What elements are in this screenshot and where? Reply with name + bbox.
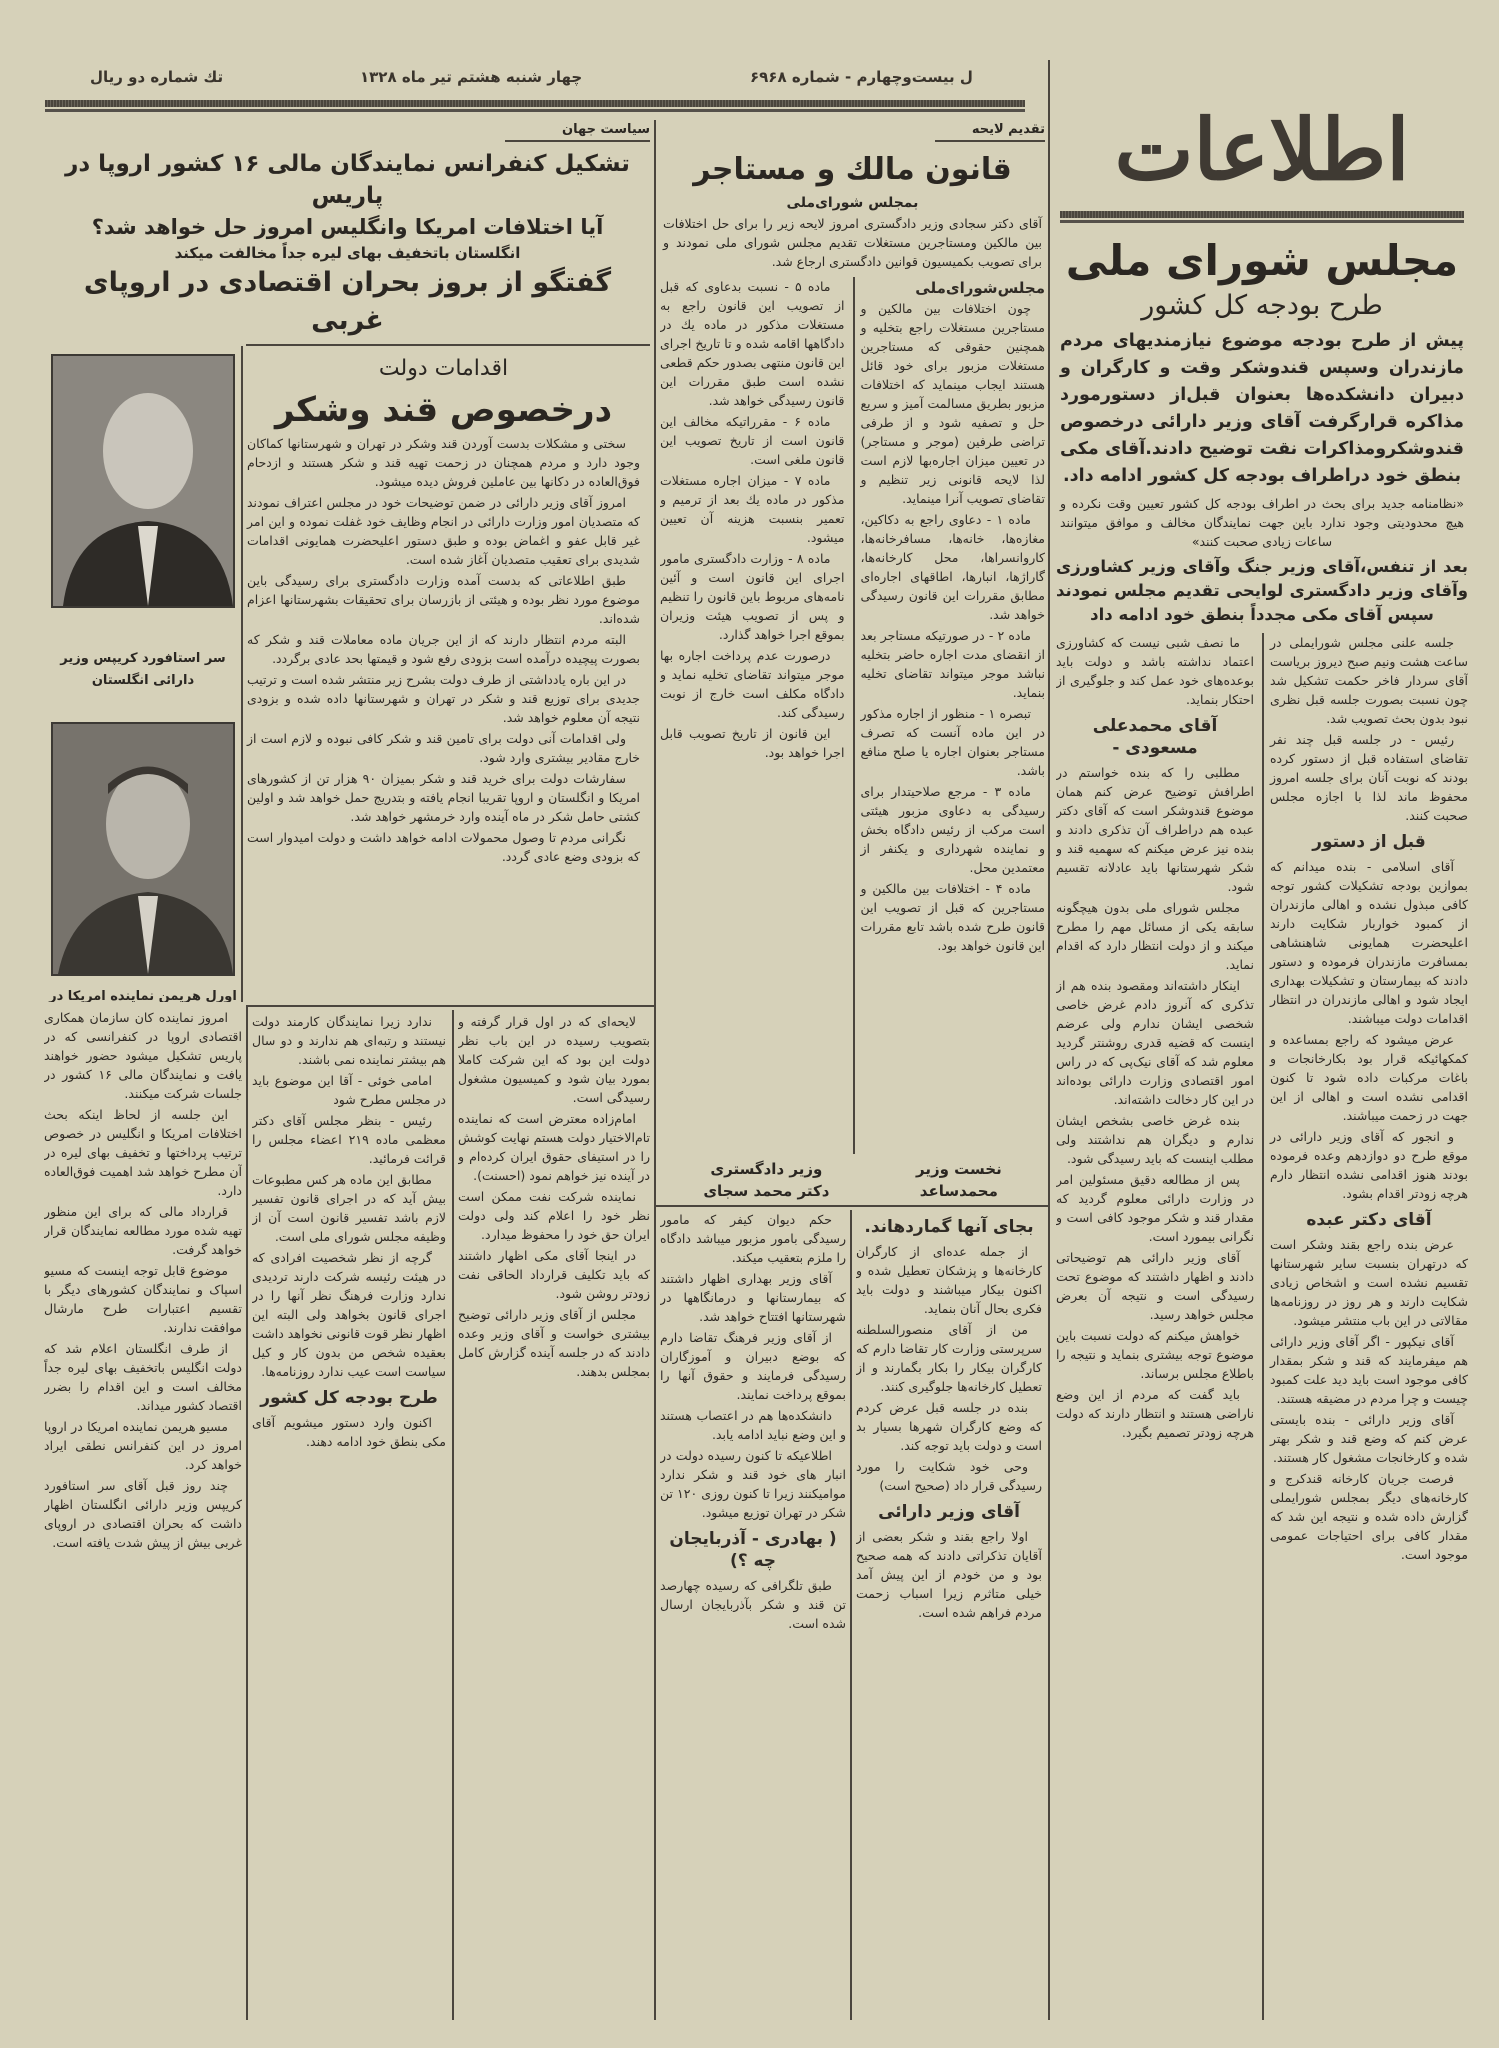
world-headline-3: انگلستان باتخفیف بهای لیره جداً مخالفت میکند [174, 244, 521, 262]
section-subheading: ( بهادری - آذربایجان چه ؟) [669, 1529, 837, 1571]
paragraph: دانشکده‌ها هم در اعتصاب هستند و این وضع نباید ادامه یابد. [660, 1408, 846, 1442]
paragraph: چون اختلافات بین مالکین و مستاجرین مستغلات راجع بتخلیه و همچنین حقوقی که مستاجرین مستغلات مزبور برای خود قائل هستند ایجاب مینماید که اختلافات مزبور بطریق مسالمت آمیز و سریع حل و تصفیه شود و از طرفی تراضی طرفین (موجر و مستاجر) در تعیین میزان اجاره‌بها لازم است لذا لایحه قانونی زیر تنظیم و تقاضای تصویب آنرا مینماید. [860, 301, 1045, 506]
paragraph: مطلبی را که بنده خواستم در اطرافش توضیح عرض کنم همان موضوع قندوشکر است که آقای دکتر عبده هم دراطراف آن تذکری دادند و بنده نیز عرض میکنم که سهمیه قند و شکر شهرستانها باید عادلانه تقسیم شود. [1056, 765, 1254, 894]
paragraph: امروز آقای وزیر دارائی در ضمن توضیحات خود در مجلس اعتراف نمودند که متصدیان امور وزارت دارائی در انجام وظایف خود غفلت نموده و این امر غیر قابل عفو و اغماض بوده و طبق دستور اعلیحضرت همایونی اقدامات شدیدی برای تعقیب متصدیان آغاز شده است. [247, 495, 640, 567]
world-headline-4: گفتگو از بروز بحران اقتصادی در اروپای غربی [83, 267, 612, 336]
paragraph: آقای وزیر بهداری اظهار داشتند که بیمارستانها و درمانگاهها در شهرستانها افتتاح خواهد شد. [660, 1271, 846, 1324]
paragraph: نگرانی مردم تا وصول محمولات ادامه خواهد داشت و دولت امیدوار است که بزودی وضع عادی گردد. [247, 830, 640, 864]
paragraph: خواهش میکنم که دولت نسبت باین موضوع توجه بیشتری بنماید و نتیجه را باطلاع مجلس برساند. [1056, 1328, 1254, 1381]
paragraph: آقای وزیر دارائی - بنده بایستی عرض کنم که وضع قند و شکر بهتر شده و کارخانجات مشغول کار هستند. [1270, 1412, 1468, 1465]
issue-price: تك شماره دو ریال [90, 68, 224, 86]
bill-section [660, 122, 1045, 1202]
photo-harriman [51, 722, 235, 976]
paragraph: باید گفت که مردم از این وضع ناراضی هستند و انتظار دارند که دولت هرچه زودتر تصمیم بگیرد. [1056, 1387, 1254, 1440]
paragraph: بنده غرض خاصی بشخص ایشان ندارم و دیگران هم نداشتند ولی مطلب اینست که باید رسیدگی شود. [1056, 1113, 1254, 1166]
paragraph: آقای وزیر دارائی هم توضیحاتی دادند و اظهار داشتند که موضوع تحت رسیدگی است و نتیجه آن بعرض مجلس خواهد رسید. [1056, 1250, 1254, 1322]
paragraph: امامی خوئی - آقا این موضوع باید در مجلس مطرح شود [252, 1073, 446, 1107]
paragraph: از جمله عده‌ای از کارگران کارخانه‌ها و پزشکان تعطیل شده و اکنون بیکار میباشند و دولت باید فکری بحال آنان بنماید. [856, 1244, 1042, 1316]
paragraph: البته مردم انتظار دارند که از این جریان ماده معاملات قند و شکر که بصورت پیچیده درآمده است بزودی رفع شود و قیمتها بحد عادی برگردد. [247, 632, 640, 666]
portrait-image [53, 356, 233, 606]
paragraph: ماده ۸ - وزارت دادگستری مامور اجرای این قانون است و آئین نامه‌های مربوط باین قانون را تنظیم و پس از تصویب هیئت وزیران بموقع اجرا خواهد گذارد. [660, 551, 845, 642]
paragraph: امام‌زاده معترض است که نماینده تام‌الاختیار دولت هستم نهایت کوشش را در استیفای حقوق ایران کرده‌ام و در آینده نیز خواهم نمود (احسنت). [458, 1111, 650, 1183]
paragraph: آقای نیکپور - اگر آقای وزیر دارائی هم میفرمایند که قند و شکر بمقدار کافی موجود است باید دید علت کمبود چیست و چرا مردم در مضیقه هستند. [1270, 1334, 1468, 1406]
divider [246, 1005, 654, 1007]
photo-harriman-caption: اورل هریمن نماینده امریکا در [49, 989, 237, 1002]
parliament-column-d [660, 1210, 846, 2020]
paragraph: ندارد زیرا نمایندگان کارمند دولت نیستند و رتبه‌ای هم ندارند و دو سال هم بیشتر نماینده نمی باشند. [252, 1014, 446, 1067]
paragraph: سفارشات دولت برای خرید قند و شکر بمیزان ۹۰ هزار تن از کشورهای امریکا و انگلستان و اروپا تقریبا انجام یافته و بتدریج حمل خواهد شد و اولین کشتی حامل شکر در ماه آینده وارد خرمشهر خواهد شد. [247, 771, 640, 824]
section-subheading: آقای دکتر عبده [1306, 1210, 1432, 1230]
paragraph: ماده ۵ - نسبت بدعاوی که قبل از تصویب این قانون راجع به مستغلات مذکور در ماده یك در دادگاهها اقامه شده و تا تاریخ اجرای این قانون منتهی بصدور حکم قطعی نشده است طبق مقررات این قانون رسیدگی خواهد شد. [660, 279, 845, 408]
paragraph: سختی و مشکلات بدست آوردن قند وشکر در تهران و شهرستانها کماکان وجود دارد و مردم همچنان در زحمت تهیه قند و شکر هستند و ازدحام فوق‌العاده در دکانها بین عاملین فروش دیده میشود. [247, 436, 640, 489]
paragraph: ماده ۳ - مرجع صلاحیتدار برای رسیدگی به دعاوی مزبور هیئتی است مرکب از رئیس دادگاه بخش و نماینده شهرداری و یکنفر از معتمدین محل. [860, 784, 1045, 875]
paragraph: اینکار داشته‌اند ومقصود بنده هم از تذکری که آنروز دادم غرض خاصی شخصی ایشان ندارم ولی عرضم اینست که قضیه قدری روشنتر گردید معلوم شد که آقای نیک‌پی که در راس امور اقتصادی وزارت دارائی بوده‌اند در این کار دخالت داشته‌اند. [1056, 978, 1254, 1107]
issue-number: ل بیست‌وچهارم - شماره ۶۹۶۸ [750, 68, 973, 86]
paragraph: قرارداد مالی که برای این منظور تهیه شده مورد مطالعه نمایندگان قرار خواهد گرفت. [44, 1204, 242, 1257]
section-subheading: بجای آنها گماردهاند. [864, 1217, 1034, 1237]
budget-lead-2: بعد از تنفس،آقای وزیر جنگ وآقای وزیر کشاورزی وآقای وزیر دادگستری لوایحی تقدیم مجلس نمودند سپس آقای مکی مجدداً بنطق خود ادامه داد [1056, 557, 1468, 624]
bill-columns [660, 277, 1045, 1154]
divider [246, 1005, 248, 2020]
paragraph: درصورت عدم پرداخت اجاره بها موجر میتواند تقاضای تخلیه نماید و دادگاه مکلف است خارج از نوبت رسیدگی کند. [660, 648, 845, 720]
paragraph: گرچه از نظر شخصیت افرادی که در هیئت رئیسه شرکت دارند تردیدی ندارد وزارت فرهنگ نظر آنها را در اجرای قانون بخواهد ولی البته این اظهار نظر قوت قانونی نخواهد داشت بعقیده شخص من بدون کار و کیل سیاست است عیب ندارد روزنامه‌ها. [252, 1250, 446, 1379]
paragraph: وحی خود شکایت را مورد رسیدگی قرار داد (صحیح است) [856, 1459, 1042, 1493]
world-column-c [458, 1012, 650, 2020]
government-kicker: اقدامات دولت [378, 356, 509, 381]
signature-justice-minister: وزیر دادگستری دکتر محمد سجای [703, 1160, 830, 1200]
paragraph: فرصت جریان کارخانه قندکرج و کارخانه‌های دیگر بمجلس شورایملی گزارش داده شده و نتیجه این شد که مقدار کافی برای احتیاجات عمومی موجود است. [1270, 1471, 1468, 1562]
header-rule [45, 100, 1025, 109]
paragraph: مجلس شورای ملی بدون هیچگونه سابقه یکی از مسائل مهم را مطرح میکند و از دولت انتظار دارد که اقدام نماید. [1056, 900, 1254, 972]
bill-column-a [853, 277, 1046, 1154]
paragraph: و انجور که آقای وزیر دارائی در موقع طرح دو دوازدهم وعده فرموده بودند هنوز اقدامی نشده انتظار دارم هرچه زودتر اقدام بشود. [1270, 1129, 1468, 1201]
paragraph: ماده ۱ - دعاوی راجع به دکاکین، مغازه‌ها، خانه‌ها، مسافرخانه‌ها، کاروانسراها، محل کارخانه‌ها، گاراژها، انبارها، اطاقهای اجاره‌ای مطابق مقررات این قانون رسیدگی خواهد شد. [860, 512, 1045, 622]
parliament-headline: مجلس شورای ملی [1065, 236, 1459, 285]
paragraph: حکم دیوان کیفر که مامور رسیدگی بامور مزبور میباشد دادگاه را ملزم بتعقیب میکند. [660, 1212, 846, 1265]
divider [850, 1210, 852, 2020]
bill-headline: قانون مالك و مستاجر [693, 152, 1012, 187]
paragraph: ولی اقدامات آنی دولت برای تامین قند و شکر کافی نبوده و لازم است از خارج مقادیر بیشتری وارد شود. [247, 731, 640, 765]
world-headline-1: تشکیل کنفرانس نمایندگان مالی ۱۶ کشور اروپا در پاریس [65, 151, 630, 209]
parliament-column-a [1262, 633, 1468, 2020]
budget-note: «نظامنامه جدید برای بحث در اطراف بودجه کل کشور تعیین وقت نکرده و هیچ محدودیتی وجود ندارد باین جهت نمایندگان مخالف و موافق میتوانند ساعات زیادی صحبت کنند» [1060, 496, 1464, 549]
paragraph: امروز نماینده کان سازمان همکاری اقتصادی اروپا در کنفرانسی که در پاریس تشکیل میشود حضور خواهند یافت و نمایندگان مالی ۱۶ کشور در جلسات شرکت میکنند. [44, 1010, 242, 1101]
world-headline-2: آیا اختلافات امریکا وانگلیس امروز حل خواهد شد؟ [91, 215, 604, 239]
paragraph: طبق تلگرافی که رسیده چهارصد تن قند و شکر بآذربایجان ارسال شده است. [660, 1578, 846, 1631]
parliament-column-b [1056, 633, 1254, 2020]
bill-signatures [660, 1158, 1045, 1202]
world-main-row [45, 346, 650, 1002]
divider [452, 1010, 454, 2020]
issue-date: چهار شنبه هشتم تیر ماه ۱۳۲۸ [360, 68, 583, 86]
bill-intro: آقای دکتر سجادی وزیر دادگستری امروز لایحه زیر را برای حل اختلافات بین مالکین ومستاجرین مستغلات تقدیم مجلس شورای ملی نمودند و برای تصویب بکمیسیون قوانین دادگستری ارجاع شد. [663, 216, 1042, 269]
paragraph: اکنون وارد دستور میشویم آقای مکی بنطق خود ادامه دهند. [252, 1415, 446, 1449]
right-section [1056, 95, 1468, 2020]
world-politics-kicker: سیاست جهان [505, 122, 650, 142]
paragraph: ماده ۲ - در صورتیکه مستاجر بعد از انقضای مدت اجاره حاضر بتخلیه نباشد موجر میتواند تقاضای تخلیه بنماید. [860, 628, 1045, 700]
divider [1048, 60, 1050, 2020]
government-article [243, 346, 650, 1002]
parliament-columns [1056, 633, 1468, 2020]
paragraph: بنده در جلسه قبل عرض کردم که وضع کارگران شهرها بسیار بد است و دولت باید توجه کند. [856, 1400, 1042, 1453]
portrait-image [53, 724, 233, 974]
paragraph: در اینجا آقای مکی اظهار داشتند که باید تکلیف قرارداد الحاقی نفت زودتر روشن شود. [458, 1248, 650, 1301]
world-column-b [252, 1012, 446, 2020]
paragraph: اولا راجع بقند و شکر بعضی از آقایان تذکراتی دادند که همه صحیح بود و من خودم از این پیش آمد خیلی متاثرم زیرا اسباب زحمت مردم فراهم شده است. [856, 1529, 1042, 1620]
paragraph: آقای اسلامی - بنده میدانم که بموازین بودجه تشکیلات کشور توجه کافی مبذول نشده و اهالی مازندران از کمبود خواربار شکایت دارند اعلیحضرت همایونی شاهنشاهی بمسافرت مازندران فرموده و دستور دادند که بیمارستان و تشکیلات بهداری ایجاد شود و اهالی مازندران در انتظار اقدامات دولت میباشند. [1270, 859, 1468, 1026]
divider [654, 1205, 1048, 1207]
paragraph: ما نصف شبی نیست که کشاورزی اعتماد نداشته باشد و دولت باید بوعده‌های خود عمل کند و جلوگیری از احتکار بنماید. [1056, 635, 1254, 707]
paragraph: چند روز قبل آقای سر استافورد کریپس وزیر دارائی انگلستان اظهار داشت که بحران اقتصادی در اروپای غربی بیش از پیش شدت یافته است. [44, 1478, 242, 1550]
photo-cripps [51, 354, 235, 608]
section-subheading: طرح بودجه کل کشور [260, 1388, 438, 1408]
section-subheading: آقای وزیر دارائی [878, 1502, 1020, 1522]
signature-pm: نخست وزیر محمدساعد [915, 1160, 1002, 1200]
divider [654, 120, 656, 2020]
paragraph: از آقای وزیر فرهنگ تقاضا دارم که بوضع دبیران و آموزگاران رسیدگی فرمایند و حقوق آنها را بموقع پرداخت نمایند. [660, 1330, 846, 1402]
world-section [45, 122, 650, 1002]
paragraph: ماده ۶ - مقرراتیکه مخالف این قانون است از تاریخ تصویب این قانون ملغی است. [660, 414, 845, 467]
paragraph: این قانون از تاریخ تصویب قابل اجرا خواهد بود. [660, 726, 845, 760]
paragraph: رئیس - در جلسه قبل چند نفر تقاضای استفاده قبل از دستور کرده بودند که نوبت آنان برای جلسه امروز محفوظ ماند لذا با اجازه مجلس صحبت کنند. [1270, 732, 1468, 823]
paragraph: موضوع قابل توجه اینست که مسیو اسپاک و نمایندگان کشورهای دیگر با تقسیم اعتبارات طرح مارشال موافقت ندارند. [44, 1263, 242, 1335]
section-subheading: آقای محمدعلی مسعودی - [1092, 716, 1218, 758]
world-column-a [44, 1008, 242, 2020]
paragraph: نماینده شرکت نفت ممکن است نظر خود را اعلام کند ولی دولت ایران حق خود را محفوظ میدارد. [458, 1189, 650, 1242]
bill-kicker: تقدیم لایحه [935, 122, 1045, 142]
paragraph: ماده ۴ - اختلافات بین مالکین و مستاجرین که قبل از تصویب این قانون طرح شده باشد تابع مقررات این قانون خواهد بود. [860, 881, 1045, 953]
parliament-column-c [856, 1210, 1042, 2020]
photo-column [45, 346, 243, 1002]
paragraph: پس از مطالعه دقیق مسئولین امر در وزارت دارائی معلوم گردید که مقدار قند و شکر موجود کافی است و نگرانی بیمورد است. [1056, 1172, 1254, 1244]
masthead-rule [1060, 211, 1464, 220]
masthead-logo: اطلاعات [1114, 100, 1410, 199]
paragraph: ماده ۷ - میزان اجاره مستغلات مذکور در ماده یك بعد از ترمیم و تعمیر بنسبت هزینه آن تعیین میشود. [660, 473, 845, 545]
paragraph: این جلسه از لحاظ اینکه بحث اختلافات امریکا و انگلیس در خصوص ترتیب پرداختها و تخفیف بهای لیره در آن مطرح خواهد شد اهمیت فوق‌العاده دارد. [44, 1107, 242, 1198]
paragraph: در این باره یادداشتی از طرف دولت بشرح زیر منتشر شده است و ترتیب جدیدی برای توزیع قند و شکر در تهران و شهرستانها داده شده و بزودی نتیجه آن معلوم خواهد شد. [247, 672, 640, 725]
paragraph: جلسه علنی مجلس شورایملی در ساعت هشت ونیم صبح دیروز بریاست آقای سردار فاخر حکمت تشکیل شد چون نسبت بصورت جلسه قبل نظری نبود بدون بحث تصویب شد. [1270, 635, 1468, 726]
paragraph: لایحه‌ای که در اول قرار گرفته و بتصویب رسیده در این باب نظر دولت این بود که این شرکت کاملا بمورد بیان شود و کمیسیون مشغول رسیدگی است. [458, 1014, 650, 1105]
government-body [243, 434, 644, 1002]
paragraph: عرض میشود که راجع بمساعده و کمکهائیکه قرار بود بکارخانجات و باغات مرکبات داده شود تا کنون اقدامی نشده است و اهالی از این جهت در زحمت میباشند. [1270, 1032, 1468, 1123]
paragraph: عرض بنده راجع بقند وشکر است که درتهران بنسبت سایر شهرستانها تقسیم نشده است و اشخاص زیادی شکایت دارند و هر روز در روزنامه‌ها مقالاتی در این باب منتشر میشود. [1270, 1237, 1468, 1328]
budget-subheadline: طرح بودجه کل کشور [1141, 290, 1383, 321]
paragraph: مجلس از آقای وزیر دارائی توضیح بیشتری خواست و آقای وزیر وعده دادند که در جلسه آینده گزارش کامل بمجلس بدهند. [458, 1307, 650, 1379]
paragraph: من از آقای منصورالسلطنه سرپرستی وزارت کار تقاضا دارم که کارگران بیکار را بکار بگمارند و از تعطیل کارخانه‌ها جلوگیری کنند. [856, 1322, 1042, 1394]
budget-lead: پیش از طرح بودجه موضوع نیازمندیهای مردم مازندران وسپس قندوشکر وقت و کارگران و دبیران دانشکده‌ها بعنوان قبل‌از دستورمورد مذاکره قرارگرفت آقای وزیر دارائی درخصوص قندوشکرومذاکرات نقت توضیح دادند.آقای مکی بنطق خود دراطراف بودجه کل کشور ادامه داد. [1060, 331, 1464, 486]
paragraph: مطابق این ماده هر کس مطبوعات بیش آید که در اجرای قانون تفسیر لازم باشد تفسیر قانون است آن از وظیفه مجلس شورای ملی است. [252, 1172, 446, 1244]
bill-intro-heading: بمجلس شورای‌ملی [786, 195, 919, 211]
government-headline: درخصوص قند وشکر [274, 390, 613, 430]
paragraph: از طرف انگلستان اعلام شد که دولت انگلیس باتخفیف بهای لیره جداً مخالف است و این اقدام را بضرر اقتصاد کشور میداند. [44, 1341, 242, 1413]
paragraph: رئیس - بنظر مجلس آقای دکتر معظمی ماده ۲۱۹ اعضاء مجلس را قرائت فرمائید. [252, 1113, 446, 1166]
section-subheading: قبل از دستور [1312, 832, 1426, 852]
bill-column-b [660, 277, 845, 1154]
paragraph: طبق اطلاعاتی که بدست آمده وزارت دادگستری برای رسیدگی باین موضوع مورد نظر بوده و هیئتی از بازرسان برای تحقیقات بشهرستانها اعزام شده‌اند. [247, 573, 640, 626]
paragraph: تبصره ۱ - منظور از اجاره مذکور در این ماده آنست که تصرف مستاجر بعنوان اجاره یا صلح منافع باشد. [860, 706, 1045, 778]
paragraph: اطلاعیکه تا کنون رسیده دولت در انبار های خود قند و شکر ندارد موامیکنند زیرا تا کنون روزی ۱۲۰ تن شکر در تهران توزیع میشود. [660, 1448, 846, 1520]
photo-cripps-caption: سر استافورد کریپس وزیر دارائی انگلستان [60, 651, 226, 688]
bill-body-heading: مجلس‌شورای‌ملی [915, 279, 1045, 297]
paragraph: مسیو هریمن نماینده امریکا در اروپا امروز در این کنفرانس نطقی ایراد خواهد کرد. [44, 1419, 242, 1472]
